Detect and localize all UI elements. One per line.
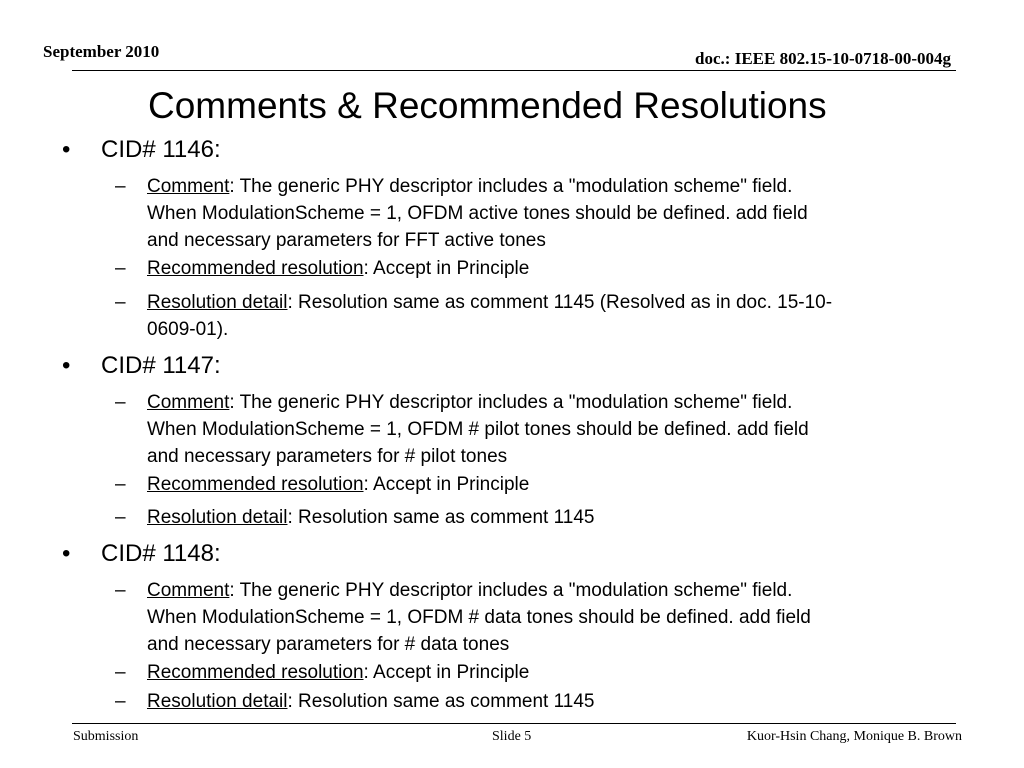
item-text: : Accept in Principle [363,662,530,683]
header-date: September 2010 [43,42,160,61]
item-body [147,577,967,658]
dash-icon: – [115,580,126,601]
item-label: Comment [147,580,230,601]
dash-icon: – [115,662,126,683]
footer-divider [72,723,956,724]
footer-authors: Kuor-Hsin Chang, Monique B. Brown [746,729,962,744]
item-label: Resolution detail [147,691,288,712]
item-body [147,289,967,343]
cid-label: CID# 1147: [101,352,221,379]
dash-icon: – [115,691,126,712]
item-text: : The generic PHY descriptor includes a "modulation scheme" field. When ModulationScheme = 1, OFDM active tones should be defined. add field and necessary parameters for FFT active tones [147,176,808,251]
item-body [147,471,967,498]
bullet-icon: • [62,136,71,163]
item-body [147,389,967,470]
footer-submission: Submission [73,729,139,744]
bullet-icon: • [62,540,71,567]
header-doc-id: doc.: IEEE 802.15-10-0718-00-004g [695,49,951,68]
dash-icon: – [115,258,126,279]
item-text: : Resolution same as comment 1145 [287,691,595,712]
item-body [147,255,967,282]
item-label: Resolution detail [147,507,288,528]
item-label: Comment [147,392,230,413]
cid-label: CID# 1146: [101,136,221,163]
item-body [147,504,967,531]
dash-icon: – [115,474,126,495]
item-text: : The generic PHY descriptor includes a "modulation scheme" field. When ModulationScheme = 1, OFDM # pilot tones should be defined. add field and necessary parameters for # pilot tones [147,392,809,467]
slide-number: Slide 5 [492,729,532,744]
item-text: : Accept in Principle [363,474,530,495]
bullet-icon: • [62,352,71,379]
item-text: : Resolution same as comment 1145 [287,507,595,528]
item-label: Recommended resolution [147,662,364,683]
item-body [147,659,967,686]
item-body [147,688,967,715]
item-label: Recommended resolution [147,258,364,279]
dash-icon: – [115,507,126,528]
item-label: Resolution detail [147,292,288,313]
item-text: : The generic PHY descriptor includes a "modulation scheme" field. When ModulationScheme = 1, OFDM # data tones should be defined. add field and necessary parameters for # data tones [147,580,811,655]
item-body [147,173,967,254]
item-text: : Resolution same as comment 1145 (Resolved as in doc. 15-10- 0609-01). [147,292,833,340]
dash-icon: – [115,392,126,413]
dash-icon: – [115,292,126,313]
item-text: : Accept in Principle [363,258,530,279]
slide-title: Comments & Recommended Resolutions [148,85,827,126]
item-label: Comment [147,176,230,197]
dash-icon: – [115,176,126,197]
item-label: Recommended resolution [147,474,364,495]
cid-label: CID# 1148: [101,540,221,567]
